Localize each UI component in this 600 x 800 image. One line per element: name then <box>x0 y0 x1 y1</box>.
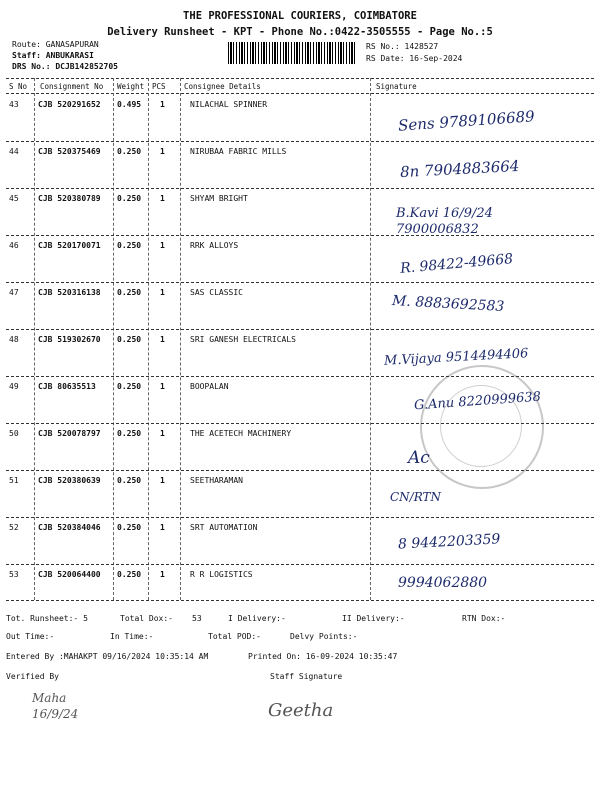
row-pcs: 1 <box>160 288 165 297</box>
row-divider <box>6 235 594 236</box>
tot-runsheet: Tot. Runsheet:- 5 <box>6 614 88 623</box>
row-pcs: 1 <box>160 570 165 579</box>
rs-no: RS No.: 1428527 <box>366 42 439 51</box>
row-divider <box>6 423 594 424</box>
row-divider <box>6 282 594 283</box>
row-divider <box>6 600 594 601</box>
row-consignee: SEETHARAMAN <box>190 476 243 485</box>
row-pcs: 1 <box>160 194 165 203</box>
out-time: Out Time:- <box>6 632 55 641</box>
col-divider <box>180 78 181 600</box>
col-divider <box>34 78 35 600</box>
row-pcs: 1 <box>160 147 165 156</box>
route-label: Route: GANASAPURAN <box>12 40 99 49</box>
delvy-points: Delvy Points:- <box>290 632 358 641</box>
row-weight: 0.250 <box>117 335 142 344</box>
row-consignment: CJB 520375469 <box>38 147 101 156</box>
row-consignment: CJB 520291652 <box>38 100 101 109</box>
row-consignee: THE ACETECH MACHINERY <box>190 429 292 438</box>
row-weight: 0.495 <box>117 100 142 109</box>
staff-signature-label: Staff Signature <box>270 672 343 681</box>
total-dox-value: 53 <box>192 614 202 623</box>
row-signature: B.Kavi 16/9/24 7900006832 <box>396 206 493 237</box>
row-consignee: SRT AUTOMATION <box>190 523 258 532</box>
company-title: THE PROFESSIONAL COURIERS, COIMBATORE <box>183 10 417 22</box>
row-pcs: 1 <box>160 241 165 250</box>
row-consignee: NIRUBAA FABRIC MILLS <box>190 147 287 156</box>
verified-by-label: Verified By <box>6 672 59 681</box>
row-signature: Sens 9789106689 <box>397 107 536 135</box>
rs-date: RS Date: 16-Sep-2024 <box>366 54 463 63</box>
row-consignment: CJB 520316138 <box>38 288 101 297</box>
row-sno: 46 <box>9 241 19 250</box>
row-signature: M. 8883692583 <box>391 293 505 315</box>
row-sno: 45 <box>9 194 19 203</box>
row-signature: R. 98422-49668 <box>399 251 514 277</box>
row-divider <box>6 141 594 142</box>
barcode <box>228 42 356 64</box>
row-sno: 50 <box>9 429 19 438</box>
row-sno: 49 <box>9 382 19 391</box>
row-pcs: 1 <box>160 476 165 485</box>
col-divider <box>148 78 149 600</box>
row-sno: 43 <box>9 100 19 109</box>
total-dox-label: Total Dox:- <box>120 614 173 623</box>
rtn-dox: RTN Dox:- <box>462 614 506 623</box>
row-sno: 44 <box>9 147 19 156</box>
row-sno: 48 <box>9 335 19 344</box>
row-signature: G.Anu 8220999638 <box>413 389 542 414</box>
row-weight: 0.250 <box>117 241 142 250</box>
col-divider <box>370 78 371 600</box>
row-signature: 9994062880 <box>398 575 488 591</box>
row-consignment: CJB 519302670 <box>38 335 101 344</box>
ii-delivery: II Delivery:- <box>342 614 405 623</box>
row-weight: 0.250 <box>117 570 142 579</box>
row-consignee: SAS CLASSIC <box>190 288 243 297</box>
staff-label: Staff: ANBUKARASI <box>12 51 94 60</box>
row-pcs: 1 <box>160 429 165 438</box>
runsheet-subtitle: Delivery Runsheet - KPT - Phone No.:0422-3505555 - Page No.:5 <box>107 26 493 38</box>
i-delivery: I Delivery:- <box>228 614 286 623</box>
row-signature: 8n 7904883664 <box>399 156 520 182</box>
row-consignment: CJB 520170071 <box>38 241 101 250</box>
row-consignee: RRK ALLOYS <box>190 241 239 250</box>
verified-signature: Maha 16/9/24 <box>32 691 79 721</box>
col-consignment: Consignment No <box>40 82 104 91</box>
row-consignment: CJB 520078797 <box>38 429 101 438</box>
row-weight: 0.250 <box>117 429 142 438</box>
col-consignee: Consignee Details <box>184 82 261 91</box>
row-pcs: 1 <box>160 382 165 391</box>
header-rule-bottom <box>6 93 594 94</box>
col-sno: S No <box>9 82 28 91</box>
row-consignee: BOOPALAN <box>190 382 229 391</box>
row-divider <box>6 564 594 565</box>
entered-by: Entered By :MAHAKPT 09/16/2024 10:35:14 AM <box>6 652 209 661</box>
row-pcs: 1 <box>160 100 165 109</box>
row-weight: 0.250 <box>117 523 142 532</box>
row-weight: 0.250 <box>117 382 142 391</box>
col-divider <box>113 78 114 600</box>
row-consignment: CJB 520380789 <box>38 194 101 203</box>
row-signature: M.Vijaya 9514494406 <box>383 346 529 369</box>
col-signature: Signature <box>376 82 417 91</box>
row-divider <box>6 470 594 471</box>
row-sno: 52 <box>9 523 19 532</box>
row-weight: 0.250 <box>117 194 142 203</box>
row-consignee: NILACHAL SPINNER <box>190 100 268 109</box>
row-consignment: CJB 520380639 <box>38 476 101 485</box>
row-weight: 0.250 <box>117 147 142 156</box>
row-weight: 0.250 <box>117 288 142 297</box>
row-consignment: CJB 520064400 <box>38 570 101 579</box>
row-consignment: CJB 80635513 <box>38 382 96 391</box>
row-pcs: 1 <box>160 335 165 344</box>
row-consignment: CJB 520384046 <box>38 523 101 532</box>
col-pcs: PCS <box>152 82 166 91</box>
row-pcs: 1 <box>160 523 165 532</box>
row-signature: 8 9442203359 <box>397 531 501 553</box>
row-divider <box>6 329 594 330</box>
row-divider <box>6 376 594 377</box>
row-weight: 0.250 <box>117 476 142 485</box>
row-divider <box>6 517 594 518</box>
row-sno: 47 <box>9 288 19 297</box>
total-pod: Total POD:- <box>208 632 261 641</box>
row-consignee: SRI GANESH ELECTRICALS <box>190 335 296 344</box>
col-weight: Weight <box>117 82 145 91</box>
staff-signature: Geetha <box>268 700 334 721</box>
row-consignee: R R LOGISTICS <box>190 570 253 579</box>
drs-label: DRS No.: DCJB142852705 <box>12 62 118 71</box>
row-consignee: SHYAM BRIGHT <box>190 194 248 203</box>
row-signature: CN/RTN <box>390 490 442 504</box>
row-divider <box>6 188 594 189</box>
header-rule-top <box>6 78 594 79</box>
row-sno: 53 <box>9 570 19 579</box>
row-signature: Ac <box>408 448 430 468</box>
row-sno: 51 <box>9 476 19 485</box>
printed-on: Printed On: 16-09-2024 10:35:47 <box>248 652 398 661</box>
in-time: In Time:- <box>110 632 154 641</box>
